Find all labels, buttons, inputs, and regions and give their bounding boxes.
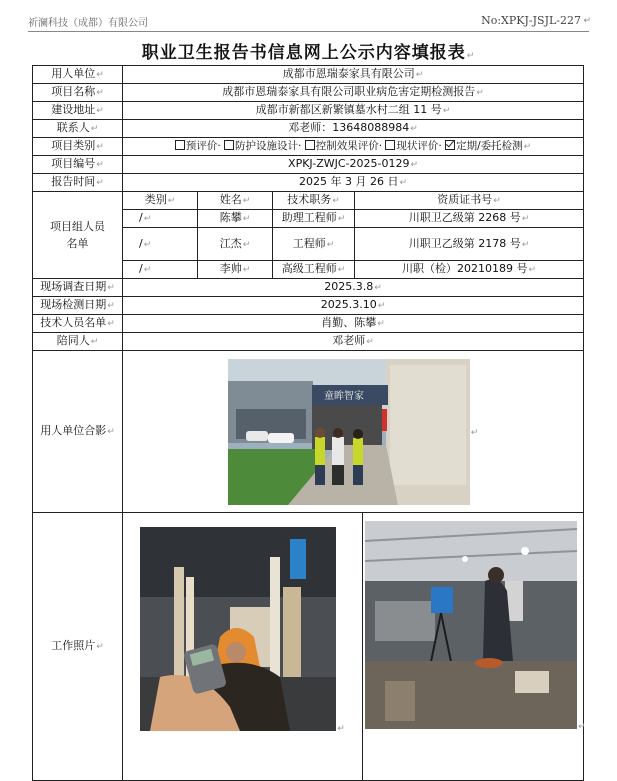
row-group-photo bbox=[33, 351, 584, 513]
checkbox-icon bbox=[305, 140, 315, 150]
row-survey-date bbox=[33, 279, 584, 297]
row-work-photos bbox=[33, 513, 584, 781]
member-cert: 川职卫乙级第 2178 号↵ bbox=[355, 228, 584, 261]
work-photo-label: 工作照片↵ bbox=[33, 513, 123, 781]
member-cert: 川职卫乙级第 2268 号↵ bbox=[355, 210, 584, 228]
checkbox-icon bbox=[224, 140, 234, 150]
group-photo-image bbox=[228, 359, 470, 505]
group-photo-label: 用人单位合影↵ bbox=[33, 351, 123, 513]
team-header-category: 类别↵ bbox=[123, 192, 198, 210]
checkbox-pre-evaluation[interactable]: 预评价 bbox=[175, 140, 218, 152]
checkbox-icon bbox=[385, 140, 395, 150]
work-photo-1-image bbox=[140, 527, 336, 731]
row-contact bbox=[33, 120, 584, 138]
checkbox-control-effect[interactable]: 控制效果评价 bbox=[305, 140, 379, 152]
checkbox-checked-icon bbox=[445, 140, 455, 150]
survey-date-label: 现场调查日期↵ bbox=[33, 279, 123, 297]
row-test-date bbox=[33, 297, 584, 315]
team-header-name: 姓名↵ bbox=[198, 192, 273, 210]
disclosure-form-table bbox=[32, 65, 584, 781]
page-title: 职业卫生报告书信息网上公示内容填报表↵ bbox=[141, 43, 476, 63]
escort-label: 陪同人↵ bbox=[33, 333, 123, 351]
header-rule bbox=[28, 31, 589, 32]
header-mark: ↵ bbox=[583, 16, 591, 26]
member-name: 李帅↵ bbox=[198, 261, 273, 279]
row-report-time bbox=[33, 174, 584, 192]
team-label: 项目组人员名单 bbox=[33, 192, 123, 279]
work-photo-cell-1: ↵ bbox=[123, 513, 363, 781]
address-value: 成都市新都区新繁镇墓水村二组 11 号↵ bbox=[123, 102, 584, 120]
report-time-label: 报告时间↵ bbox=[33, 174, 123, 192]
row-tech-staff bbox=[33, 315, 584, 333]
page-header bbox=[28, 10, 589, 28]
member-category: /↵ bbox=[123, 210, 198, 228]
contact-value: 邓老师：13648088984↵ bbox=[123, 120, 584, 138]
team-header-cert: 资质证书号↵ bbox=[355, 192, 584, 210]
member-title: 高级工程师↵ bbox=[273, 261, 355, 279]
member-title: 助理工程师↵ bbox=[273, 210, 355, 228]
project-number-value: XPKJ-ZWJC-2025-0129↵ bbox=[123, 156, 584, 174]
member-name: 江杰↵ bbox=[198, 228, 273, 261]
checkbox-icon bbox=[175, 140, 185, 150]
header-company: 祈澜科技（成都）有限公司 bbox=[28, 18, 148, 29]
member-title: 工程师↵ bbox=[273, 228, 355, 261]
row-category bbox=[33, 138, 584, 156]
work-photo-cell-2: ↵ bbox=[363, 513, 584, 781]
row-address bbox=[33, 102, 584, 120]
row-employer bbox=[33, 66, 584, 84]
survey-date-value: 2025.3.8↵ bbox=[123, 279, 584, 297]
row-project-number bbox=[33, 156, 584, 174]
report-time-value: 2025 年 3 月 26 日↵ bbox=[123, 174, 584, 192]
tech-staff-value: 肖勤、陈攀↵ bbox=[123, 315, 584, 333]
row-escort bbox=[33, 333, 584, 351]
row-project-name bbox=[33, 84, 584, 102]
team-header-row bbox=[33, 192, 584, 210]
test-date-label: 现场检测日期↵ bbox=[33, 297, 123, 315]
work-photo-2-image bbox=[365, 521, 577, 729]
checkbox-status-evaluation[interactable]: 现状评价 bbox=[385, 140, 438, 152]
escort-value: 邓老师↵ bbox=[123, 333, 584, 351]
group-photo-cell: 童眸智家 ↵ bbox=[123, 351, 584, 513]
header-doc-number: No:XPKJ-JSJL-227 bbox=[481, 14, 581, 27]
checkbox-periodic-testing[interactable]: 定期/委托检测 bbox=[445, 140, 523, 152]
test-date-value: 2025.3.10↵ bbox=[123, 297, 584, 315]
member-category: /↵ bbox=[123, 228, 198, 261]
member-name: 陈攀↵ bbox=[198, 210, 273, 228]
category-label: 项目类别↵ bbox=[33, 138, 123, 156]
member-category: /↵ bbox=[123, 261, 198, 279]
tech-staff-label: 技术人员名单↵ bbox=[33, 315, 123, 333]
member-cert: 川职（检）20210189 号↵ bbox=[355, 261, 584, 279]
group-photo-sign: 童眸智家 bbox=[323, 390, 364, 402]
address-label: 建设地址↵ bbox=[33, 102, 123, 120]
team-header-title: 技术职务↵ bbox=[273, 192, 355, 210]
employer-value: 成都市恩瑞泰家具有限公司↵ bbox=[123, 66, 584, 84]
category-options: 预评价· 防护设施设计· 控制效果评价· 现状评价· 定期/委托检测↵ bbox=[123, 138, 584, 156]
project-number-label: 项目编号↵ bbox=[33, 156, 123, 174]
project-name-label: 项目名称↵ bbox=[33, 84, 123, 102]
contact-label: 联系人↵ bbox=[33, 120, 123, 138]
project-name-value: 成都市恩瑞泰家具有限公司职业病危害定期检测报告↵ bbox=[123, 84, 584, 102]
checkbox-protection-design[interactable]: 防护设施设计 bbox=[224, 140, 298, 152]
employer-label: 用人单位↵ bbox=[33, 66, 123, 84]
